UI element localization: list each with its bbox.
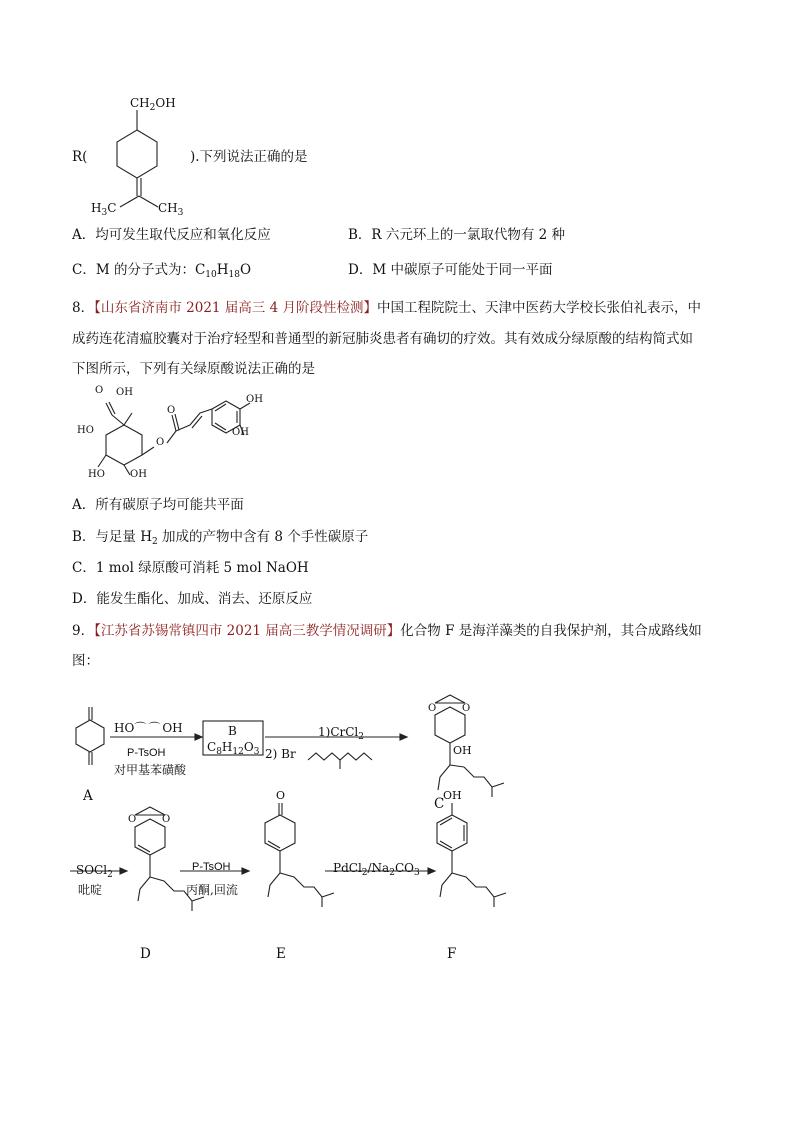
label-f: F	[447, 946, 457, 962]
q9-source-tag: 【江苏省苏锡常镇四市 2021 届高三教学情况调研】	[94, 623, 401, 639]
d-o-1: O	[128, 814, 137, 825]
ca-oh-2: OH	[246, 394, 263, 405]
label-e: E	[276, 946, 286, 962]
c-oh: OH	[453, 744, 472, 757]
ca-ho-2: HO	[88, 469, 105, 480]
q7-option-c-prefix: C．M 的分子式为：	[72, 262, 195, 278]
compound-e	[265, 803, 334, 907]
label-a: A	[83, 788, 93, 804]
reagent-2-top: 1)CrCl$_2$	[318, 725, 364, 742]
ca-oh-4: OH	[130, 469, 147, 480]
q7-option-c[interactable]	[72, 264, 251, 280]
q7-r-label: R(	[72, 149, 88, 165]
q8-stem-2: 成药连花清瘟胶囊对于治疗轻型和普通型的新冠肺炎患者有确切的疗效。其有效成分绿原酸的结构简式如	[72, 331, 693, 347]
ca-oh-3: OH	[232, 427, 249, 438]
b-formula: $C_8H_{12}O_3$	[207, 740, 260, 757]
q8-option-c[interactable]: C．1 mol 绿原酸可消耗 5 mol NaOH	[72, 560, 309, 576]
label-b: B	[228, 724, 237, 738]
ca-ester-o: O	[156, 437, 165, 448]
q8-option-a[interactable]: A．所有碳原子均可能共平面	[72, 497, 244, 513]
reagent-3-bot: 吡啶	[78, 883, 103, 897]
reagent-4-top: P-TsOH	[192, 861, 231, 873]
q8-number: 8．	[72, 300, 95, 316]
q9-stem-2: 图：	[72, 653, 99, 669]
q9-number: 9．	[72, 623, 95, 639]
q7-option-b[interactable]: B．R 六元环上的一氯取代物有 2 种	[348, 227, 566, 243]
r-ch3-label: $CH_3$	[158, 201, 184, 218]
q7-formula: $C_{10}H_{18}O$	[194, 262, 252, 280]
reagent-4-bot: 丙酮,回流	[186, 883, 238, 897]
q7-option-a[interactable]: A．均可发生取代反应和氧化反应	[72, 227, 271, 243]
ca-oh-1: OH	[116, 387, 133, 398]
label-d: D	[140, 946, 151, 962]
compound-a	[76, 707, 104, 765]
q8-option-d[interactable]: D．能发生酯化、加成、消去、还原反应	[72, 591, 313, 607]
c-o-2: O	[462, 703, 471, 714]
q8-option-b[interactable]: B．与足量 $H_2$ 加成的产物中含有 8 个手性碳原子	[72, 529, 369, 547]
reagent-2-bot: 2) Br	[265, 747, 296, 761]
ca-carbonyl-o: O	[167, 405, 176, 416]
e-o: O	[276, 789, 286, 802]
r-ch2oh-label: $CH_2OH$	[130, 96, 176, 113]
reagent-5-top: $PdCl_2/Na_2CO_3$	[333, 861, 420, 878]
ca-ho-label: HO	[77, 425, 94, 436]
d-o-2: O	[162, 814, 171, 825]
reagent-1-mid: P-TsOH	[127, 747, 166, 759]
r-h3c-label: $H_3C$	[91, 201, 117, 218]
q8-source-tag: 【山东省济南市 2021 届高三 4 月阶段性检测】	[94, 300, 377, 316]
q8-line-1	[72, 302, 701, 316]
q8-stem-3: 下图所示，下列有关绿原酸说法正确的是	[72, 361, 315, 377]
q9-line-1	[72, 625, 702, 639]
ca-o-label: O	[95, 385, 104, 396]
reagent-1-bot: 对甲基苯磺酸	[114, 763, 187, 777]
label-c: C	[434, 796, 445, 812]
q7-option-d[interactable]: D．M 中碳原子可能处于同一平面	[348, 262, 553, 278]
reagent-3-top: SOCl$_2$	[76, 863, 113, 880]
q9-stem-1: 化合物 F 是海洋藻类的自我保护剂，其合成路线如	[400, 623, 702, 639]
f-oh: OH	[443, 789, 462, 802]
reagent-1-top: HO⌒⌒OH	[114, 721, 183, 735]
q8-stem-1: 中国工程院院士、天津中医药大学校长张伯礼表示，中	[376, 300, 701, 316]
c-o-1: O	[428, 703, 437, 714]
compound-f	[437, 803, 506, 907]
q7-stem-tail: ).下列说法正确的是	[190, 149, 308, 165]
